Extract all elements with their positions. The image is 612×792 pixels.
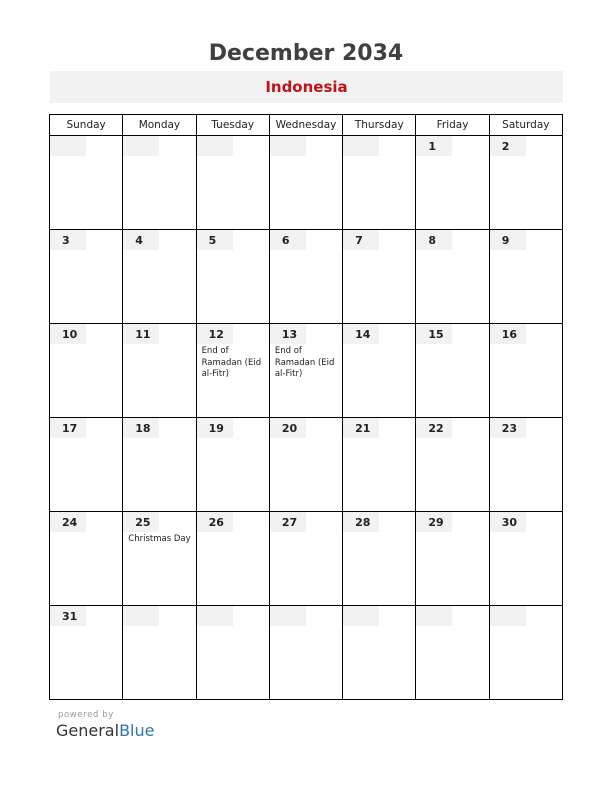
day-number (343, 136, 379, 156)
day-number (197, 136, 233, 156)
day-number: 16 (490, 324, 526, 344)
weekday-header: Friday (416, 115, 489, 136)
day-cell[interactable] (343, 606, 416, 700)
day-number (416, 606, 452, 626)
day-cell[interactable] (489, 324, 562, 418)
generalblue-logo[interactable] (56, 721, 154, 741)
calendar-body (50, 136, 563, 700)
weekday-header: Tuesday (196, 115, 269, 136)
day-cell[interactable] (269, 136, 342, 230)
week-row (50, 512, 563, 606)
day-cell[interactable] (196, 324, 269, 418)
day-cell[interactable] (489, 606, 562, 700)
day-cell[interactable] (343, 136, 416, 230)
day-cell[interactable] (123, 230, 196, 324)
day-cell[interactable] (489, 418, 562, 512)
day-number: 14 (343, 324, 379, 344)
day-number: 25 (123, 512, 159, 532)
day-number: 1 (416, 136, 452, 156)
weekday-header: Wednesday (269, 115, 342, 136)
day-number: 15 (416, 324, 452, 344)
day-cell[interactable] (50, 136, 123, 230)
day-cell[interactable] (416, 418, 489, 512)
week-row (50, 136, 563, 230)
day-cell[interactable] (196, 606, 269, 700)
day-number: 10 (50, 324, 86, 344)
brand-name-general: General (56, 721, 120, 740)
day-cell[interactable] (123, 512, 196, 606)
day-number: 12 (197, 324, 233, 344)
week-row (50, 324, 563, 418)
day-cell[interactable] (269, 324, 342, 418)
day-cell[interactable] (343, 324, 416, 418)
week-row (50, 230, 563, 324)
day-cell[interactable] (123, 606, 196, 700)
day-number: 3 (50, 230, 86, 250)
day-number (270, 136, 306, 156)
day-number: 13 (270, 324, 306, 344)
day-number (490, 606, 526, 626)
day-cell[interactable] (489, 136, 562, 230)
day-number: 31 (50, 606, 86, 626)
holiday-label: Christmas Day (128, 534, 191, 544)
day-cell[interactable] (416, 136, 489, 230)
weekday-header: Monday (123, 115, 196, 136)
calendar-grid (49, 114, 563, 700)
day-cell[interactable] (343, 512, 416, 606)
day-number: 24 (50, 512, 86, 532)
day-number: 19 (197, 418, 233, 438)
day-number: 4 (123, 230, 159, 250)
page-title: December 2034 (208, 41, 404, 66)
week-row (50, 418, 563, 512)
day-cell[interactable] (196, 512, 269, 606)
day-number: 20 (270, 418, 306, 438)
day-cell[interactable] (489, 230, 562, 324)
day-cell[interactable] (489, 512, 562, 606)
powered-by-label: powered by (58, 710, 114, 720)
day-number: 22 (416, 418, 452, 438)
week-row (50, 606, 563, 700)
day-number: 30 (490, 512, 526, 532)
day-number: 9 (490, 230, 526, 250)
day-number: 5 (197, 230, 233, 250)
country-label: Indonesia (265, 78, 348, 96)
holiday-label: End of Ramadan (Eid al-Fitr) (274, 346, 335, 379)
holiday-label: End of Ramadan (Eid al-Fitr) (201, 346, 262, 379)
day-number (197, 606, 233, 626)
day-number: 27 (270, 512, 306, 532)
day-cell[interactable] (50, 230, 123, 324)
day-cell[interactable] (343, 418, 416, 512)
day-number: 23 (490, 418, 526, 438)
day-cell[interactable] (416, 512, 489, 606)
day-number: 18 (123, 418, 159, 438)
day-cell[interactable] (50, 418, 123, 512)
day-cell[interactable] (50, 324, 123, 418)
day-cell[interactable] (343, 230, 416, 324)
day-cell[interactable] (123, 136, 196, 230)
day-number: 26 (197, 512, 233, 532)
day-cell[interactable] (196, 418, 269, 512)
day-cell[interactable] (416, 230, 489, 324)
day-number: 8 (416, 230, 452, 250)
weekday-header: Saturday (489, 115, 562, 136)
day-cell[interactable] (269, 606, 342, 700)
day-number: 28 (343, 512, 379, 532)
day-number (270, 606, 306, 626)
day-cell[interactable] (123, 418, 196, 512)
day-number (50, 136, 86, 156)
weekday-header: Sunday (50, 115, 123, 136)
day-number: 17 (50, 418, 86, 438)
day-number (123, 136, 159, 156)
weekday-header: Thursday (343, 115, 416, 136)
day-cell[interactable] (269, 512, 342, 606)
brand-name-blue: Blue (119, 721, 155, 740)
day-cell[interactable] (269, 418, 342, 512)
day-cell[interactable] (196, 230, 269, 324)
day-cell[interactable] (123, 324, 196, 418)
country-banner (50, 71, 563, 103)
day-cell[interactable] (50, 606, 123, 700)
day-number: 7 (343, 230, 379, 250)
day-cell[interactable] (416, 324, 489, 418)
day-number: 11 (123, 324, 159, 344)
day-number: 21 (343, 418, 379, 438)
day-cell[interactable] (196, 136, 269, 230)
day-number: 2 (490, 136, 526, 156)
day-cell[interactable] (50, 512, 123, 606)
day-number (123, 606, 159, 626)
day-number: 29 (416, 512, 452, 532)
day-cell[interactable] (416, 606, 489, 700)
day-number: 6 (270, 230, 306, 250)
weekday-header-row (50, 115, 563, 136)
day-cell[interactable] (269, 230, 342, 324)
day-number (343, 606, 379, 626)
